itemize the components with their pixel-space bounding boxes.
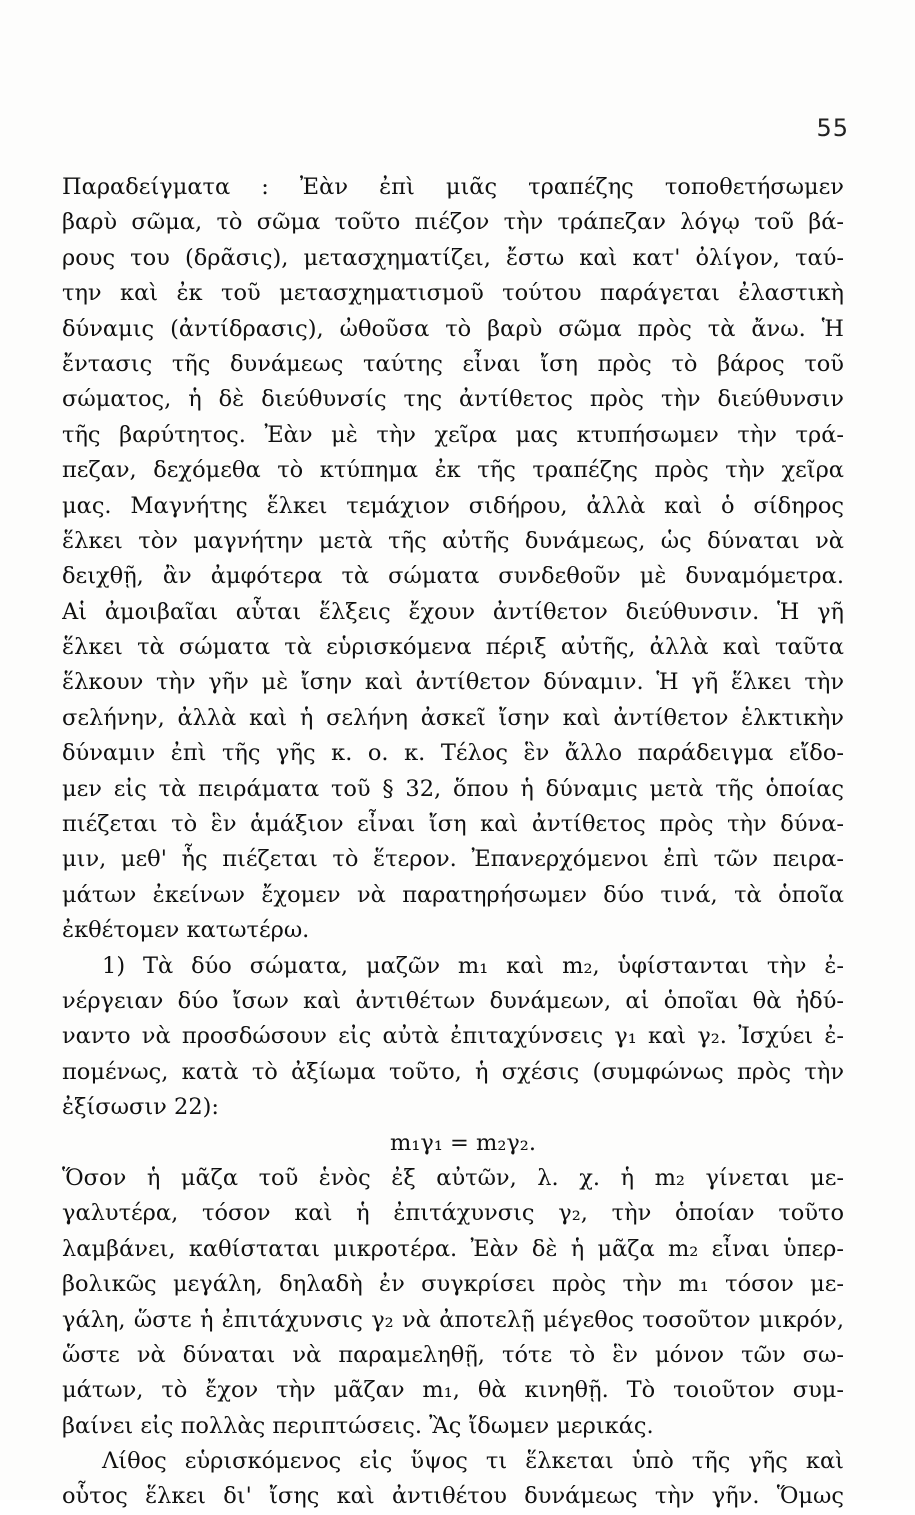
page-number: 55 — [816, 114, 849, 142]
equation: m₁γ₁ = m₂γ₂. — [390, 1129, 536, 1156]
text-line: τῆς βαρύτητος. Ἐὰν μὲ τὴν χεῖρα μας κτυπήσωμεν τὴν τρά- — [62, 421, 844, 448]
text-line: ἕλκει τὸν μαγνήτην μετὰ τῆς αὐτῆς δυνάμεως, ὡς δύναται νὰ — [62, 527, 844, 554]
text-line: ἕλκει τὰ σώματα τὰ εὑρισκόμενα πέριξ αὐτῆς, ἀλλὰ καὶ ταῦτα — [62, 634, 844, 661]
text-line: δειχθῇ, ἂν ἀμφότερα τὰ σώματα συνδεθοῦν μὲ δυναμόμετρα. — [62, 563, 844, 590]
text-line: μιν, μεθ' ἧς πιέζεται τὸ ἕτερον. Ἐπανερχόμενοι ἐπὶ τῶν πειρα- — [62, 846, 844, 873]
text-line: σώματος, ἡ δὲ διεύθυνσίς της ἀντίθετος πρὸς τὴν διεύθυνσιν — [62, 386, 844, 413]
text-line: Λίθος εὑρισκόμενος εἰς ὕψος τι ἕλκεται ὑπὸ τῆς γῆς καὶ — [102, 1448, 844, 1475]
text-line: Ὅσον ἡ μᾶζα τοῦ ἑνὸς ἐξ αὐτῶν, λ. χ. ἡ m₂ γίνεται με- — [62, 1164, 844, 1191]
text-line: ἐξίσωσιν 22): — [62, 1094, 219, 1121]
text-line: μας. Μαγνήτης ἕλκει τεμάχιον σιδήρου, ἀλλὰ καὶ ὁ σίδηρος — [62, 492, 844, 519]
text-line: βολικῶς μεγάλη, δηλαδὴ ἐν συγκρίσει πρὸς τὴν m₁ τόσον με- — [62, 1271, 844, 1298]
text-line: ναντο νὰ προσδώσουν εἰς αὐτὰ ἐπιταχύνσεις γ₁ καὶ γ₂. Ἰσχύει ἐ- — [62, 1023, 844, 1050]
text-line: ἐκθέτομεν κατωτέρω. — [62, 917, 310, 944]
text-line: οὗτος ἕλκει δι' ἴσης καὶ ἀντιθέτου δυνάμεως τὴν γῆν. Ὅμως — [62, 1483, 844, 1510]
text-line: την καὶ ἐκ τοῦ μετασχηματισμοῦ τούτου παράγεται ἐλαστικὴ — [62, 280, 844, 307]
text-line: νέργειαν δύο ἴσων καὶ ἀντιθέτων δυνάμεων, αἱ ὁποῖαι θὰ ἠδύ- — [62, 987, 844, 1014]
text-line: ρους του (δρᾶσις), μετασχηματίζει, ἔστω καὶ κατ' ὀλίγον, ταύ- — [62, 244, 844, 271]
text-line: 1) Τὰ δύο σώματα, μαζῶν m₁ καὶ m₂, ὑφίστανται τὴν ἐ- — [102, 952, 844, 979]
text-line: Αἱ ἀμοιβαῖαι αὗται ἕλξεις ἔχουν ἀντίθετον διεύθυνσιν. Ἡ γῆ — [62, 598, 844, 625]
text-line: μάτων ἐκείνων ἔχομεν νὰ παρατηρήσωμεν δύο τινά, τὰ ὁποῖα — [62, 881, 844, 908]
text-line: δύναμις (ἀντίδρασις), ὠθοῦσα τὸ βαρὺ σῶμα πρὸς τὰ ἄνω. Ἡ — [62, 315, 844, 342]
text-line: λαμβάνει, καθίσταται μικροτέρα. Ἐὰν δὲ ἡ μᾶζα m₂ εἶναι ὑπερ- — [62, 1235, 844, 1262]
body-text — [62, 170, 844, 1515]
text-line: ὥστε νὰ δύναται νὰ παραμεληθῇ, τότε τὸ ἓν μόνον τῶν σω- — [62, 1341, 844, 1368]
text-line: γάλη, ὥστε ἡ ἐπιτάχυνσις γ₂ νὰ ἀποτελῇ μέγεθος τοσοῦτον μικρόν, — [62, 1306, 844, 1333]
text-line: Παραδείγματα : Ἐὰν ἐπὶ μιᾶς τραπέζης τοποθετήσωμεν — [62, 174, 844, 200]
text-line: βαίνει εἰς πολλὰς περιπτώσεις. Ἂς ἴδωμεν μερικάς. — [62, 1412, 654, 1439]
text-line: μάτων, τὸ ἔχον τὴν μᾶζαν m₁, θὰ κινηθῇ. Τὸ τοιοῦτον συμ- — [62, 1377, 844, 1404]
text-line: πομένως, κατὰ τὸ ἀξίωμα τοῦτο, ἡ σχέσις (συμφώνως πρὸς τὴν — [62, 1058, 844, 1085]
text-line: πιέζεται τὸ ἓν ἁμάξιον εἶναι ἴση καὶ ἀντίθετος πρὸς τὴν δύνα- — [62, 811, 844, 838]
text-line: ἔντασις τῆς δυνάμεως ταύτης εἶναι ἴση πρὸς τὸ βάρος τοῦ — [62, 350, 844, 377]
text-line: γαλυτέρα, τόσον καὶ ἡ ἐπιτάχυνσις γ₂, τὴν ὁποίαν τοῦτο — [62, 1200, 844, 1227]
text-line: βαρὺ σῶμα, τὸ σῶμα τοῦτο πιέζον τὴν τράπεζαν λόγῳ τοῦ βά- — [62, 209, 844, 236]
text-line: μεν εἰς τὰ πειράματα τοῦ § 32, ὅπου ἡ δύναμις μετὰ τῆς ὁποίας — [62, 775, 844, 802]
text-line: ἕλκουν τὴν γῆν μὲ ἴσην καὶ ἀντίθετον δύναμιν. Ἡ γῆ ἕλκει τὴν — [62, 669, 844, 696]
text-line: πεζαν, δεχόμεθα τὸ κτύπημα ἐκ τῆς τραπέζης πρὸς τὴν χεῖρα — [62, 457, 844, 484]
text-line: δύναμιν ἐπὶ τῆς γῆς κ. ο. κ. Τέλος ἓν ἄλλο παράδειγμα εἴδο- — [62, 740, 844, 767]
text-line: σελήνην, ἀλλὰ καὶ ἡ σελήνη ἀσκεῖ ἴσην καὶ ἀντίθετον ἑλκτικὴν — [62, 704, 844, 731]
